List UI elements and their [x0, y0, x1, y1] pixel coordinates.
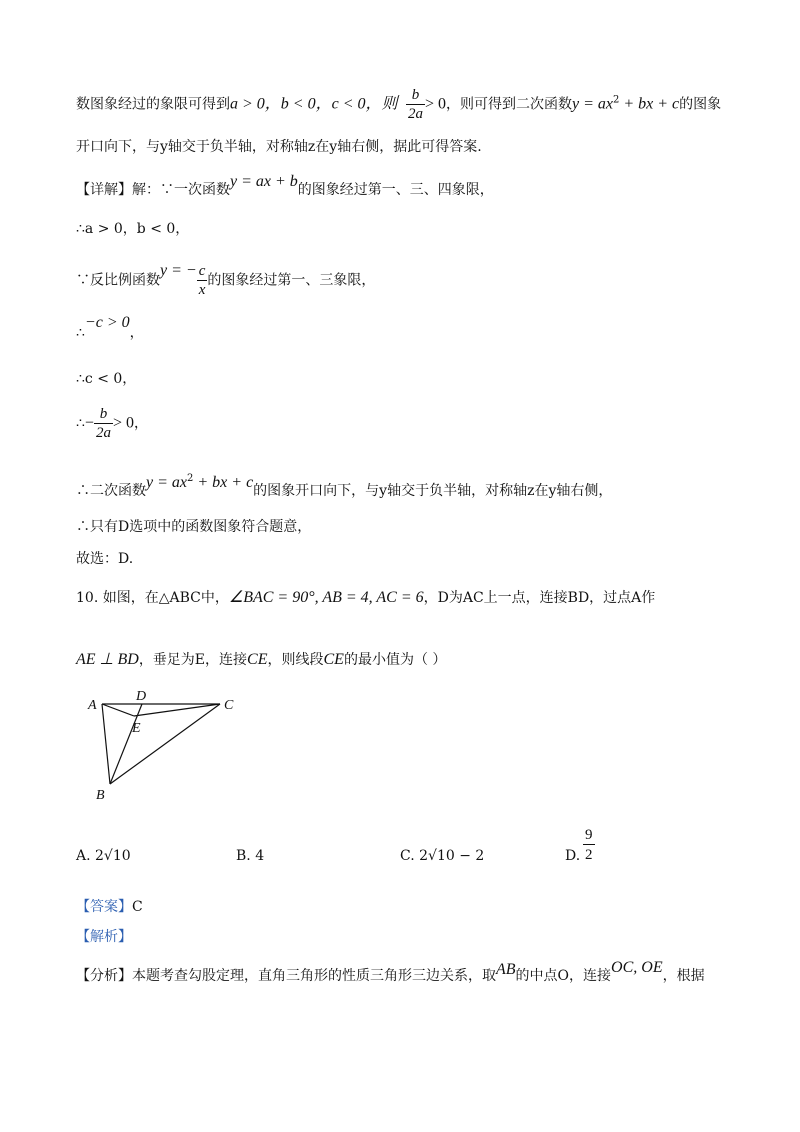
- math-inline: OC, OE: [611, 959, 663, 976]
- text-segment: 10. 如图，在△ABC中，: [76, 590, 229, 606]
- section-tag: 【分析】: [76, 968, 132, 984]
- text-line-10: ∴只有D选项中的函数图象符合题意，: [76, 519, 312, 535]
- text-segment: ∴: [76, 415, 85, 432]
- text-segment: ，D为AC上一点，连接BD，过点A作: [423, 590, 656, 606]
- text-segment: 的最小值为（ ）: [343, 652, 447, 668]
- text-line-2: 开口向下，与y轴交于负半轴，对称轴z在y轴右侧，据此可得答案.: [76, 139, 482, 155]
- math-inline: y = ax: [571, 95, 613, 113]
- question-10-line-1: [76, 590, 655, 606]
- text-segment: ，垂足为E，连接: [138, 652, 248, 668]
- math-inline: CE: [247, 651, 268, 668]
- text-line-6: [76, 314, 144, 341]
- math-inline: > 0: [112, 414, 134, 432]
- text-segment: ，则线段: [267, 652, 324, 668]
- text-line-8: [76, 405, 148, 442]
- text-segment: 的图象: [679, 96, 722, 113]
- point-label-D: D: [136, 689, 147, 704]
- text-line-3: [76, 173, 494, 198]
- math-inline: y = ax: [146, 474, 187, 491]
- fraction-denominator: 2a: [95, 425, 111, 441]
- option-d-label: D.: [565, 848, 581, 864]
- math-inline: ∠BAC = 90°, AB = 4, AC = 6: [228, 589, 424, 606]
- segment-CE: [134, 704, 220, 716]
- math-inline: −c > 0: [84, 314, 130, 331]
- math-inline: CE: [323, 651, 344, 668]
- option-c: C. 2√10 − 2: [400, 848, 485, 864]
- text-segment: ∵反比例函数: [76, 272, 160, 289]
- fraction-denominator: x: [198, 282, 206, 298]
- answer-line: [76, 900, 143, 914]
- text-line-7: ∴c < 0，: [76, 371, 137, 387]
- text-segment: ，: [129, 325, 144, 341]
- text-line-4: ∴a > 0，b < 0，: [76, 221, 190, 237]
- text-segment: 本题考查勾股定理，直角三角形的性质三角形三边关系，取: [132, 968, 496, 984]
- text-segment: 的图象开口向下，与y轴交于负半轴，对称轴z在y轴右侧，: [253, 483, 613, 499]
- fraction-numerator: 9: [585, 827, 593, 843]
- math-inline: + bx + c: [619, 95, 680, 113]
- fraction-c-over-x: [197, 262, 208, 299]
- text-line-1: 数图象经过的象限可得到a > 0，b < 0，c < 0，则 $\frac{b}{2a}$ > 0，则可得到二次函数$y = ax^2$ + bx + c的图象: [76, 87, 722, 122]
- text-segment: ∴: [76, 325, 85, 341]
- math-inline: −: [84, 414, 94, 432]
- text-segment: 解：∵一次函数: [132, 182, 230, 198]
- math-inline: AB: [496, 961, 516, 978]
- text-segment: ，根据: [662, 968, 705, 984]
- text-line-9: ∴二次函数$y = ax^2$ + bx + c的图象开口向下，与y轴交于负半轴，对称轴z在y轴右侧，: [76, 473, 613, 499]
- text-segment: ，: [133, 415, 148, 432]
- math-inline: + bx + c: [193, 474, 254, 491]
- fraction-denominator: 2a: [407, 106, 423, 122]
- option-a: A. 2√10: [76, 848, 131, 864]
- question-10-line-2: [76, 652, 446, 668]
- text-segment: ∴二次函数: [76, 483, 146, 499]
- option-b: B. 4: [236, 848, 265, 864]
- answer-tag: 【答案】: [76, 899, 132, 915]
- segment-AB: [102, 704, 110, 784]
- text-segment: ，则可得到二次函数: [445, 96, 572, 113]
- text-line-11: 故选：D.: [76, 551, 134, 567]
- analysis-line: [76, 959, 705, 984]
- point-label-A: A: [88, 698, 97, 713]
- analysis-tag: 【解析】: [76, 929, 132, 945]
- math-inline: AE ⊥ BD: [76, 651, 139, 668]
- fraction-numerator: c: [198, 263, 206, 279]
- fraction-b-over-2a: [94, 405, 113, 442]
- math-inline: y = ax + b: [230, 173, 298, 190]
- option-d-fraction: [583, 826, 595, 865]
- text-segment: 数图象经过的象限可得到: [76, 96, 230, 113]
- point-label-C: C: [224, 698, 234, 713]
- fraction-neg-b-over-2a: [406, 86, 425, 123]
- point-label-E: E: [132, 721, 141, 736]
- answer-value: C: [132, 899, 143, 915]
- math-inline: y = −: [160, 261, 197, 279]
- math-inline: a > 0，b < 0，c < 0，则: [230, 95, 398, 113]
- text-segment: 的图象经过第一、三象限，: [207, 272, 376, 289]
- segment-AE: [102, 704, 134, 716]
- text-line-5: [76, 262, 375, 299]
- triangle-figure: [86, 688, 246, 804]
- fraction-numerator: b: [94, 405, 113, 424]
- text-segment: 的图象经过第一、三、四象限，: [297, 182, 494, 198]
- fraction-denominator: 2: [585, 847, 593, 863]
- point-label-B: B: [96, 788, 105, 803]
- text-segment: 的中点O，连接: [515, 968, 612, 984]
- option-d: [565, 848, 580, 864]
- section-tag: 【详解】: [76, 182, 132, 198]
- fraction-numerator: b: [406, 86, 425, 105]
